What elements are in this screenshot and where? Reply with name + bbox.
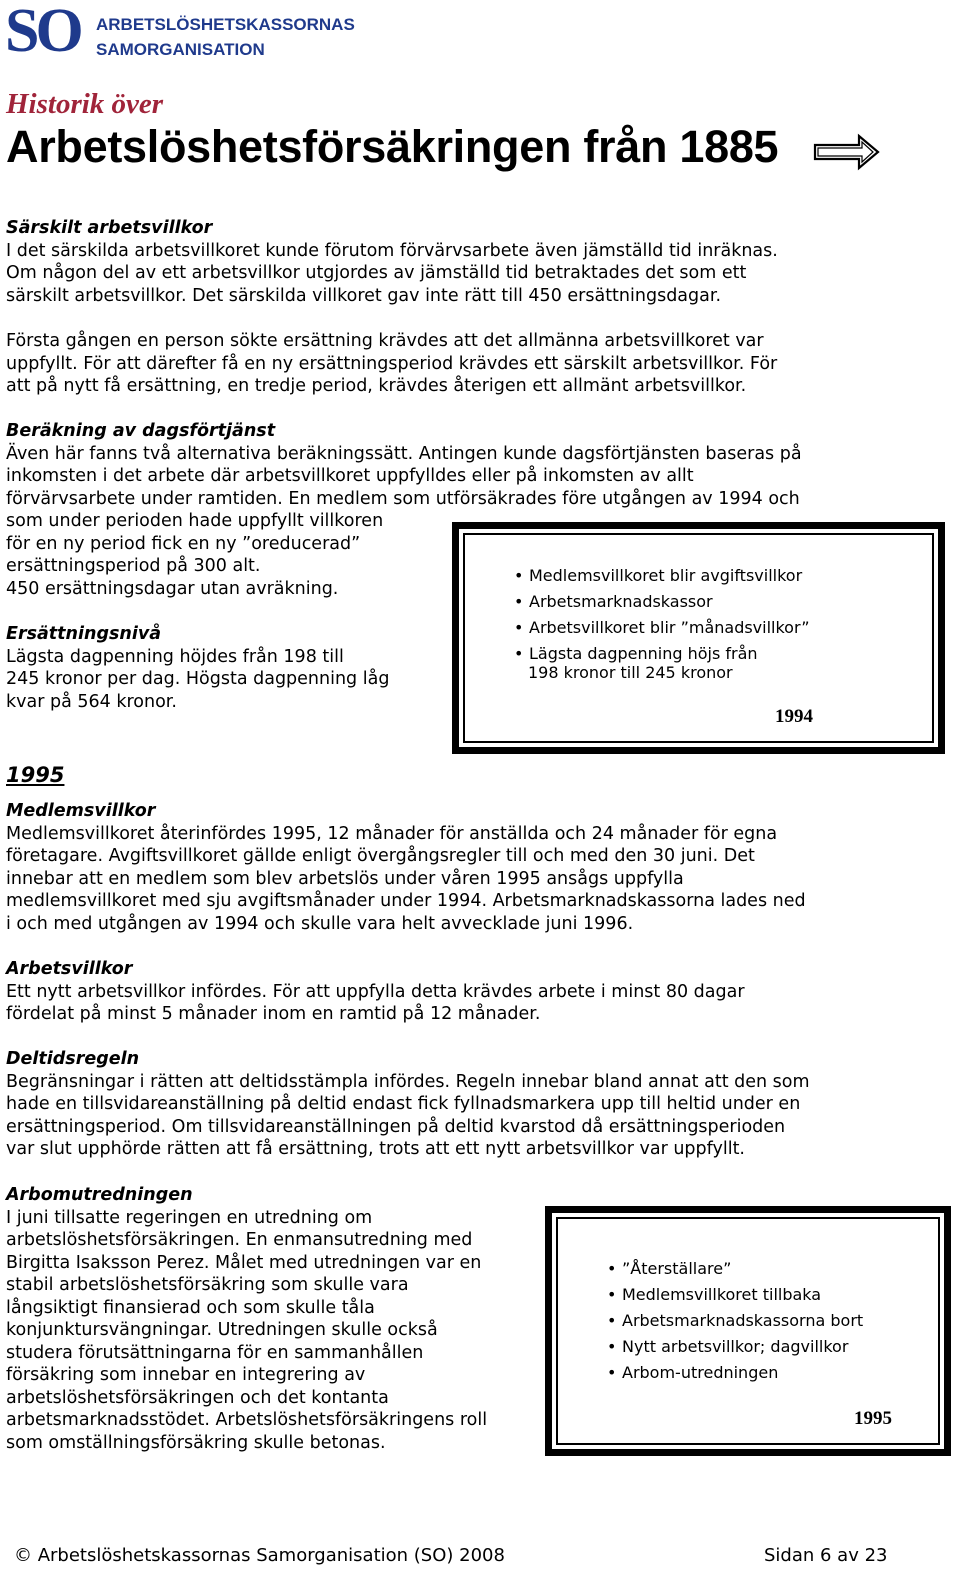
text-line: I juni tillsatte regeringen en utredning om (6, 1207, 373, 1228)
text-line: Även här fanns två alternativa beräkningssätt. Antingen kunde dagsförtjänsten baseras på (6, 443, 802, 464)
list-item-continuation: 198 kronor till 245 kronor (528, 663, 733, 682)
list-item: • Lägsta dagpenning höjs från (529, 643, 810, 665)
text-line: långsiktigt finansierad och som skulle tåla (6, 1297, 375, 1318)
box-year-label: 1994 (775, 706, 813, 727)
text-line: stabil arbetslöshetsförsäkring som skulle vara (6, 1275, 409, 1295)
summary-list (622, 1256, 863, 1386)
text-line: hade en tillsvidareanställning på deltid endast fick fyllnadsmarkera upp till heltid under en (6, 1094, 801, 1114)
box-year-label: 1995 (854, 1408, 892, 1429)
text-line: som under perioden hade uppfyllt villkoren (6, 511, 384, 531)
section-forsta-gangen (6, 330, 777, 398)
logo-text (96, 12, 355, 62)
text-line: Ett nytt arbetsvillkor infördes. För att uppfylla detta krävdes arbete i minst 80 dagar (6, 981, 745, 1002)
text-line: att på nytt få ersättning, en tredje period, krävdes återigen ett allmänt arbetsvillkor. (6, 376, 747, 396)
section-heading: Arbomutredningen (6, 1185, 193, 1205)
right-arrow-icon (813, 132, 881, 172)
text-line: innebar att en medlem som blev arbetslös under våren 1995 ansågs uppfylla (6, 868, 684, 889)
list-item: • Arbom-utredningen (622, 1360, 863, 1386)
section-heading: Deltidsregeln (6, 1049, 140, 1069)
list-item: • Arbetsvillkoret blir ”månadsvillkor” (529, 615, 810, 641)
list-item: • Medlemsvillkoret blir avgiftsvillkor (529, 563, 810, 589)
text-line: för en ny period fick en ny ”oreducerad” (6, 533, 361, 554)
text-line: medlemsvillkoret med sju avgiftsmånader under 1994. Arbetsmarknadskassorna lades ned (6, 891, 806, 911)
logo-line-2: SAMORGANISATION (96, 40, 265, 59)
text-line: konjunktursvängningar. Utredningen skulle också (6, 1320, 438, 1340)
section-heading: Ersättningsnivå (6, 624, 162, 644)
text-line: Begränsningar i rätten att deltidsstämpla infördes. Regeln innebar bland annat att den som (6, 1071, 810, 1092)
list-item: • Arbetsmarknadskassor (529, 589, 810, 615)
text-line: fördelat på minst 5 månader inom en ramtid på 12 månader. (6, 1004, 541, 1024)
section-medlemsvillkor (6, 800, 806, 935)
text-line: Lägsta dagpenning höjdes från 198 till (6, 646, 344, 667)
section-arbetsvillkor (6, 958, 745, 1026)
list-item: • Arbetsmarknadskassorna bort (622, 1308, 863, 1334)
text-line: förvärvsarbete under ramtiden. En medlem som utförsäkrades före utgången av 1994 och (6, 488, 800, 509)
text-line: inkomsten i det arbete där arbetsvillkoret uppfylldes eller på inkomsten av allt (6, 466, 694, 486)
summary-box-1995 (545, 1206, 951, 1456)
text-line: 245 kronor per dag. Högsta dagpenning låg (6, 669, 390, 689)
year-heading: 1995 (6, 763, 65, 787)
summary-list (529, 563, 810, 665)
text-line: arbetslöshetsförsäkringen. En enmansutredning med (6, 1230, 473, 1250)
list-item: • Medlemsvillkoret tillbaka (622, 1282, 863, 1308)
text-line: ersättningsperiod. Om tillsvidareanställningen på deltid kvarstod då ersättningsperioden (6, 1116, 786, 1137)
text-line: Om någon del av ett arbetsvillkor utgjordes av jämställd tid betraktades det som ett (6, 263, 747, 283)
text-line: arbetsmarknadsstödet. Arbetslöshetsförsäkringens roll (6, 1410, 488, 1430)
section-heading: Arbetsvillkor (6, 959, 133, 979)
text-line: Medlemsvillkoret återinfördes 1995, 12 månader för anställda och 24 månader för egna (6, 823, 778, 844)
page-title: Arbetslöshetsförsäkringen från 1885 (6, 121, 779, 172)
section-ersattningsniva (6, 623, 389, 713)
text-line: studera förutsättningarna för en sammanhållen (6, 1342, 424, 1363)
text-line: arbetslöshetsförsäkringen och det kontanta (6, 1387, 389, 1408)
section-arbomutredningen (6, 1184, 487, 1454)
logo-line-1: ARBETSLÖSHETSKASSORNAS (96, 15, 355, 34)
text-line: företagare. Avgiftsvillkoret gällde enligt övergångsregler till och med den 30 juni. Det (6, 846, 755, 866)
text-line: i och med utgången av 1994 och skulle vara helt avvecklade juni 1996. (6, 913, 634, 934)
list-item: • Nytt arbetsvillkor; dagvillkor (622, 1334, 863, 1360)
section-heading: Beräkning av dagsförtjänst (6, 421, 276, 441)
text-line: försäkring som innebar en integrering av (6, 1365, 366, 1385)
page-subtitle: Historik över (6, 88, 164, 120)
text-line: som omställningsförsäkring skulle betonas. (6, 1432, 386, 1453)
section-deltidsregeln (6, 1048, 810, 1161)
section-heading: Medlemsvillkor (6, 801, 156, 821)
list-item: • ”Återställare” (622, 1256, 863, 1282)
section-sarskilt-arbetsvillkor (6, 217, 778, 307)
text-line: Första gången en person sökte ersättning krävdes att det allmänna arbetsvillkoret var (6, 331, 764, 351)
text-line: uppfyllt. För att därefter få en ny ersättningsperiod krävdes ett särskilt arbetsvillkor. För (6, 353, 778, 374)
text-line: var slut upphörde rätten att få ersättning, trots att ett nytt arbetsvillkor var uppfyllt. (6, 1139, 745, 1159)
text-line: I det särskilda arbetsvillkoret kunde förutom förvärvsarbete även jämställd tid inräknas. (6, 240, 778, 261)
section-heading: Särskilt arbetsvillkor (6, 218, 213, 238)
text-line: 450 ersättningsdagar utan avräkning. (6, 578, 339, 599)
footer-page-number: Sidan 6 av 23 (764, 1545, 888, 1566)
text-line: ersättningsperiod på 300 alt. (6, 556, 261, 576)
text-line: kvar på 564 kronor. (6, 691, 177, 712)
summary-box-1994 (452, 522, 945, 754)
logo-so: SO (5, 0, 80, 65)
footer-copyright: © Arbetslöshetskassornas Samorganisation (SO) 2008 (14, 1545, 505, 1566)
text-line: särskilt arbetsvillkor. Det särskilda villkoret gav inte rätt till 450 ersättningsdagar. (6, 285, 722, 306)
text-line: Birgitta Isaksson Perez. Målet med utredningen var en (6, 1252, 482, 1273)
